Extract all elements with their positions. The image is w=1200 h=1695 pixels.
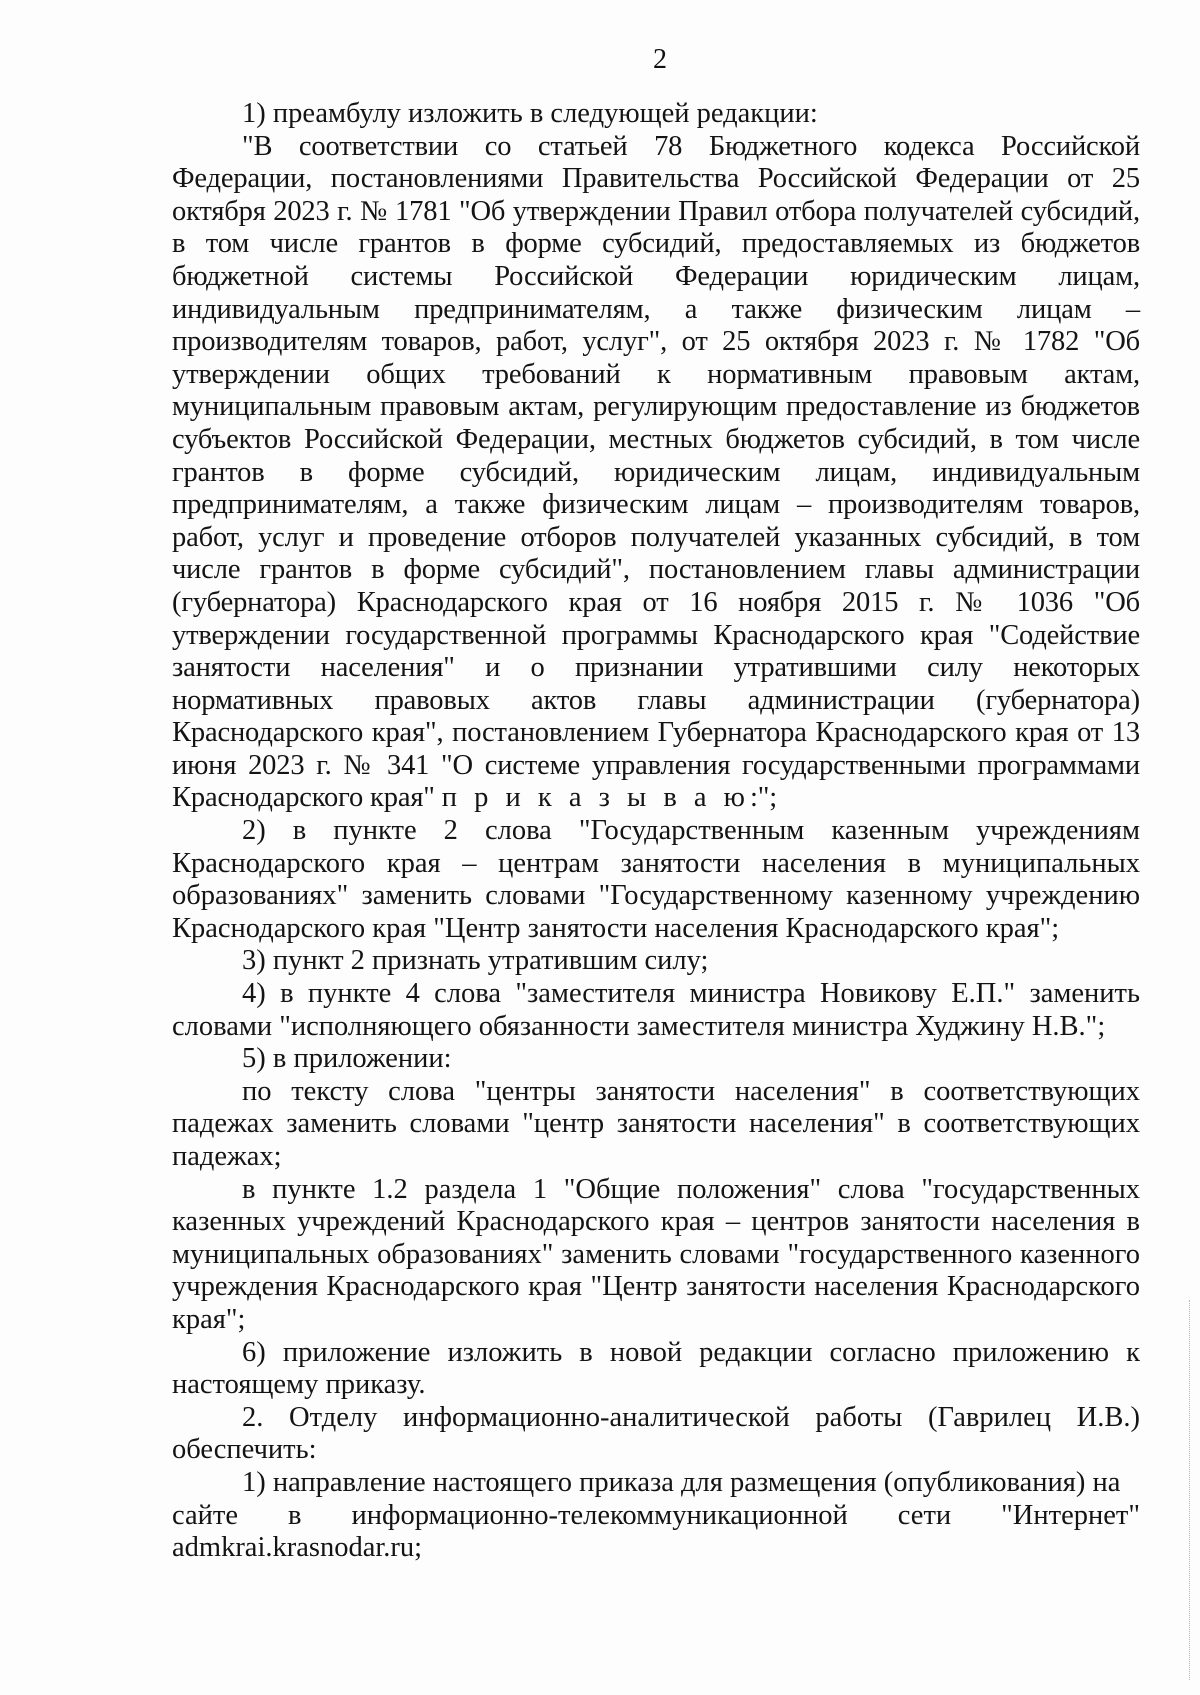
preamble-command: п р и к а з ы в а ю [441,782,750,814]
preamble-tail: :"; [749,782,777,814]
site-word-2: в [288,1499,302,1531]
site-word-4: сети [897,1499,952,1531]
paragraph-item-3: 3) пункт 2 признать утратившим силу; [242,945,709,977]
paragraph-section-2-item-1: 1) направление настоящего приказа для размещения (опубликования) на [242,1466,1121,1498]
paragraph-item-6: 6) приложение изложить в новой редакции согласно приложению к настоящему приказу. [172,1336,1140,1401]
preamble-body: "В соответствии со статьей 78 Бюджетного кодекса Российской Федерации, постановлениями Правительства Российской Федерации от 25 октября 2023 г. № 1781 "Об утверждении Правил отбора получателей субсидий, в том числе грантов в форме субсидий, предоставляемых из бюджетов бюджетной системы Российской Федерации юридическим лицам, индивидуальным предпринимателям, а также физическим лицам – производителям товаров, работ, услуг", от 25 октября 2023 г. № 1782 "Об утверждении общих требований к нормативным правовым актам, муниципальным правовым актам, регулирующим предоставление из бюджетов субъектов Российской Федерации, местных бюджетов субсидий, в том числе грантов в форме субсидий, юридическим лицам, индивидуальным предпринимателям, а также физическим лицам – производителям товаров, работ, услуг и проведение отборов получателей указанных субсидий, в том числе грантов в форме субсидий", постановлением главы администрации (губернатора) Краснодарского края от 16 ноября 2015 г. № 1036 "Об утверждении государственной программы Краснодарского края "Содействие занятости населения" и о признании утратившими силу некоторых нормативных правовых актов главы администрации (губернатора) Краснодарского края", постановлением Губернатора Краснодарского края от 13 июня 2023 г. № 341 "О системе управления государственными программами Краснодарского края" [172,130,1140,814]
paragraph-item-2: 2) в пункте 2 слова "Государственным казенным учреждениям Краснодарского края – центрам занятости населения в муниципальных образованиях" заменить словами "Государственному казенному учреждению Краснодарского края "Центр занятости населения Краснодарского края"; [172,815,1140,944]
page-number: 2 [653,44,667,75]
site-url: admkrai.krasnodar.ru; [172,1532,423,1564]
site-word-1: сайте [172,1499,239,1531]
paragraph-section-2: 2. Отделу информационно-аналитической работы (Гаврилец И.В.) обеспечить: [172,1401,1140,1466]
scan-edge-mark [1189,1300,1192,1680]
paragraph-preamble-text [172,131,1140,815]
paragraph-item-5-section-1-2: в пункте 1.2 раздела 1 "Общие положения" слова "государственных казенных учреждений Краснодарского края – центров занятости населения в муниципальных образованиях" заменить словами "государственного казенного учреждения Краснодарского края "Центр занятости населения Краснодарского края"; [172,1173,1140,1335]
document-body [172,98,1140,1565]
paragraph-item-5-text-cases: по тексту слова "центры занятости населения" в соответствующих падежах заменить словами "центр занятости населения" в соответствующих падежах; [172,1075,1140,1172]
site-line [172,1500,1140,1533]
paragraph-preamble-intro: 1) преамбулу изложить в следующей редакции: [242,98,818,129]
paragraph-item-5: 5) в приложении: [242,1043,452,1075]
site-word-3: информационно-телекоммуникационной [351,1499,848,1531]
paragraph-item-4: 4) в пункте 4 слова "заместителя министра Новикову Е.П." заменить словами "исполняющего обязанности заместителя министра Худжину Н.В."; [172,978,1140,1042]
site-word-5: "Интернет" [1001,1499,1140,1531]
